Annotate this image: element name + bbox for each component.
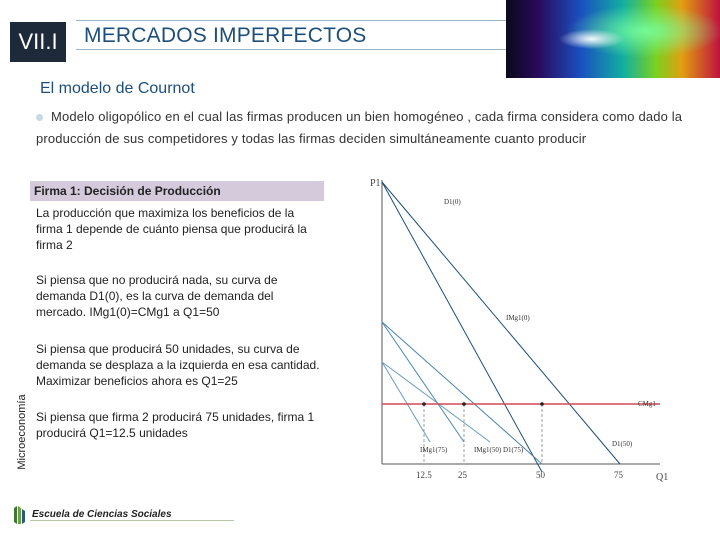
bullet-icon <box>36 114 43 121</box>
paragraph-3: Si piensa que producirá 50 unidades, su curva de demanda se desplaza a la izquierda en esa cantidad. Maximizar beneficios ahora es Q1=25 <box>36 342 320 388</box>
box-title: Firma 1: Decisión de Producción <box>30 181 324 201</box>
side-label: Microeconomía <box>16 394 28 470</box>
page-title: MERCADOS IMPERFECTOS <box>84 24 367 47</box>
x-tick-50: 50 <box>536 470 545 480</box>
intro-text: Modelo oligopólico en el cual las firmas producen un bien homogéneo , cada firma considera como dado la producción de sus competidores y todas las firmas deciden simultáneamente cuanto producir <box>36 109 683 146</box>
intro-paragraph <box>36 106 706 150</box>
footer-text: Escuela de Ciencias Sociales <box>32 509 172 520</box>
label-img1-0: IMg1(0) <box>506 314 530 322</box>
y-axis-label: P1 <box>370 178 381 189</box>
label-d1-0: D1(0) <box>444 198 461 206</box>
title-divider-top <box>76 20 506 21</box>
x-tick-12-5: 12.5 <box>416 470 432 480</box>
cournot-chart <box>360 172 680 492</box>
x-axis-label: Q1 <box>656 472 669 483</box>
paragraph-1: La producción que maximiza los beneficios de la firma 1 depende de cuánto piensa que producirá la firma 2 <box>36 206 307 252</box>
x-tick-75: 75 <box>614 470 623 480</box>
paragraph-2: Si piensa que no producirá nada, su curva de demanda D1(0), es la curva de demanda del mercado. IMg1(0)=CMg1 a Q1=50 <box>36 273 278 319</box>
label-d1-50: D1(50) <box>612 440 633 448</box>
equilibrium-point-12-5 <box>422 402 426 406</box>
x-tick-25: 25 <box>458 470 467 480</box>
slide-subtitle: El modelo de Cournot <box>40 80 195 97</box>
label-img1-50-d1-75: IMg1(50) D1(75) <box>474 446 524 454</box>
label-img1-75: IMg1(75) <box>420 446 448 454</box>
label-cmg1: CMg1 <box>638 400 656 408</box>
equilibrium-point-50 <box>540 402 544 406</box>
marginal-revenue-img1-75 <box>382 362 430 442</box>
paragraph-4: Si piensa que firma 2 producirá 75 unidades, firma 1 producirá Q1=12.5 unidades <box>36 410 315 440</box>
institution-logo-icon <box>12 504 26 526</box>
demand-d1-75 <box>382 362 490 442</box>
equilibrium-point-25 <box>462 402 466 406</box>
decorative-banner <box>506 0 720 78</box>
title-divider-bottom <box>76 49 546 50</box>
marginal-revenue-img1-0 <box>382 182 542 472</box>
footer-divider <box>30 520 234 521</box>
section-badge: VII.I <box>10 22 66 62</box>
